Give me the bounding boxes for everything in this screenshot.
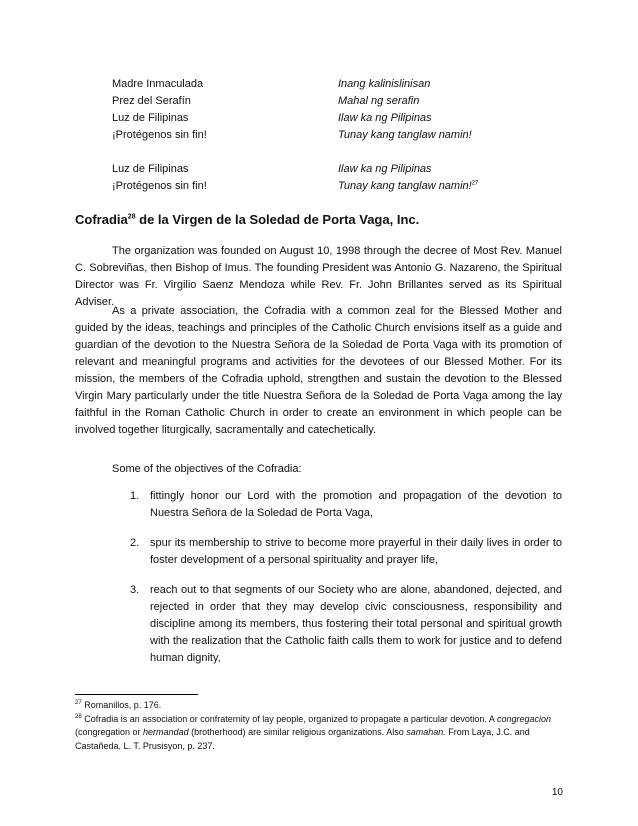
verse-line [112, 76, 532, 93]
tagalog-line: Ilaw ka ng Pilipinas [338, 163, 432, 175]
objectives-intro: Some of the objectives of the Cofradia: [112, 463, 302, 475]
list-item [130, 488, 562, 522]
objectives-list-item-2 [130, 535, 562, 569]
tagalog-line: Mahal ng serafin [338, 95, 420, 107]
spanish-line: Prez del Serafín [112, 95, 191, 107]
footnote-text: From Laya, J.C. and Castañeda, L. T. Prusisyon, p. 237. [75, 727, 530, 751]
tagalog-line: Ilaw ka ng Pilipinas [338, 112, 432, 124]
verse-line [112, 178, 532, 195]
paragraph-mission: As a private association, the Cofradia with a common zeal for the Blessed Mother and guided by the ideas, teachings and principles of the Catholic Church envisions itself as a guide and guardian of the devotion to the Nuestra Señora de la Soledad de Porta Vaga with its promotion of relevant and meaningful programs and activities for the devotees of our Blessed Mother. For its mission, the members of the Cofradia uphold, strengthen and sustain the devotion to the Blessed Virgin Mary particularly under the title Nuestra Señora de la Soledad de Porta Vaga among the lay faithful in the Roman Catholic Church in order to create an environment in which people can be involved together liturgically, sacramentally and catechetically. [75, 305, 562, 436]
spanish-line: ¡Protégenos sin fin! [112, 129, 207, 141]
tagalog-line-text: Tunay kang tanglaw namin! [338, 180, 472, 192]
tagalog-line [338, 178, 478, 195]
heading-word: Cofradia [75, 212, 128, 227]
spanish-line: Luz de Filipinas [112, 163, 189, 175]
list-number: 1. [130, 490, 140, 502]
footnote-number: 28 [75, 713, 82, 720]
list-number: 2. [130, 537, 140, 549]
footnote-term: samahan. [406, 727, 446, 737]
footnotes [75, 699, 562, 753]
paragraph-founding: The organization was founded on August 10, 1998 through the decree of Most Rev. Manuel C. Sobreviñas, then Bishop of Imus. The founding President was Antonio G. Nazareno, the Spiritual Director was Fr. Virgilio Saenz Mendoza while Rev. Fr. John Brillantes served as its Spiritual Adviser. [75, 245, 562, 308]
verse-line [112, 161, 532, 178]
footnote-text: Romanillos, p. 176. [81, 700, 162, 710]
list-text: spur its membership to strive to become more prayerful in their daily lives in order to foster development of a personal spirituality and prayer life, [150, 537, 562, 566]
footnote-term: congregacion [496, 713, 551, 724]
list-item [130, 582, 562, 667]
stanza-gap [112, 144, 532, 161]
spanish-line: Luz de Filipinas [112, 112, 189, 124]
verse-line [112, 127, 532, 144]
section-heading [75, 212, 565, 227]
objectives-list-item-1 [130, 488, 562, 522]
heading-rest: de la Virgen de la Soledad de Porta Vaga, Inc. [135, 212, 420, 227]
tagalog-line: Inang kalinislinisan [338, 78, 431, 90]
list-text: fittingly honor our Lord with the promotion and propagation of the devotion to Nuestra Señora de la Soledad de Porta Vaga, [150, 490, 562, 519]
objectives-list-item-3 [130, 582, 562, 667]
page-number: 10 [551, 787, 563, 798]
verse-line [112, 93, 532, 110]
footnote-text: (congregation or [75, 727, 144, 737]
footnote-ref-28[interactable]: 28 [127, 213, 136, 221]
footnote-separator [75, 694, 198, 695]
footnote-text: (brotherhood) are similar religious organizations. Also [188, 727, 407, 737]
footnote-28 [75, 713, 562, 754]
spanish-line: ¡Protégenos sin fin! [112, 180, 207, 192]
verse-line [112, 110, 532, 127]
footnote-ref-27[interactable]: 27 [471, 180, 479, 187]
spanish-line: Madre Inmaculada [112, 78, 204, 90]
footnote-text: Cofradia is an association or confraternity of lay people, organized to propagate a particular devotion. A [81, 713, 497, 724]
tagalog-line: Tunay kang tanglaw namin! [338, 129, 472, 141]
list-item [130, 535, 562, 569]
footnote-27 [75, 699, 562, 713]
footnote-term: hermandad [143, 727, 189, 737]
list-text: reach out to that segments of our Society who are alone, abandoned, dejected, and rejected in order that they may develop civic consciousness, responsibility and discipline among its members, thus fostering their total personal and spiritual growth with the realization that the Catholic faith calls them to work for justice and to defend human dignity, [150, 584, 562, 664]
hymn-verse [112, 76, 532, 195]
list-number: 3. [130, 584, 140, 596]
footnote-number: 27 [75, 700, 82, 706]
